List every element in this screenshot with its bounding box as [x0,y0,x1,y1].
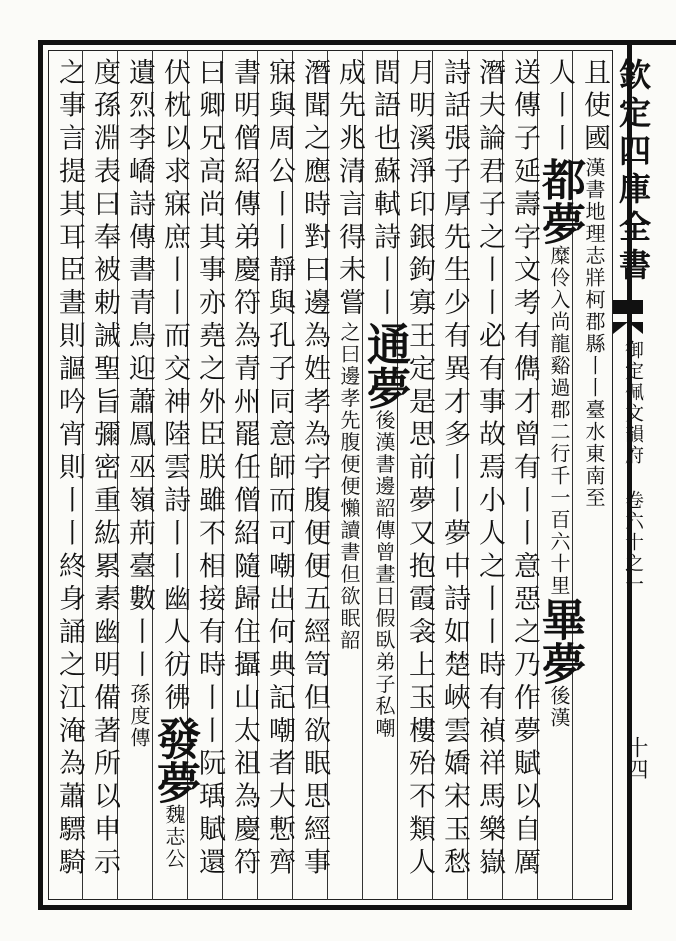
column-text: 伏枕以求寐庶丨丨而交神陸雲詩丨丨幽人彷彿 [159,58,190,716]
column-text: 月明溪淨印銀鉤寡王定是思前夢又抱霞衾上玉樓殆不類人 [404,58,435,881]
headword: 通夢 [359,321,410,410]
headword: 畢夢 [534,596,585,685]
headword: 都夢 [534,156,585,245]
column-text: 寐與周公丨丨靜與孔子同意師而可嘲出何典記嘲者大慙齊 [264,58,295,881]
column-text: 書明僧紹傳弟慶符為青州罷任僧紹隨歸住攝山太祖為慶符 [229,58,260,881]
column-text: 孫度傳 [127,683,151,750]
text-column [359,58,410,740]
column-text: 潛聞之應時對曰邊為姓孝為字腹便便五經笥但欲眠思經事 [299,58,330,881]
column-text: 後漢 [547,684,571,729]
text-column [149,58,200,870]
chapter-label: 御定佩文韻府 卷六十之一 [622,340,644,595]
text-column [329,58,369,651]
column-text: 糜伶入尚龍谿過郡二行千一百六十里 [547,244,571,597]
column-text: 之事言提其耳臣晝則謳吟宵則丨丨終身誦之江淹為蕭驃騎 [54,58,85,881]
headword: 發夢 [149,716,200,804]
column-text: 魏志公 [162,804,186,870]
column-text: 後漢書邊韶傳曾晝日假臥弟子私嘲 [372,409,396,740]
text-column [504,58,544,881]
text-column [399,58,439,881]
text-column [49,58,89,881]
column-text: 送傳子延壽字文考有儁才曾有丨丨意惡之乃作夢賦以自厲 [509,58,540,881]
column-text: 詩話張子厚先生少有異才多丨丨夢中詩如楚峽雲嬌宋玉愁 [439,58,470,881]
text-column [294,58,334,881]
text-column [469,58,509,881]
column-text: 成先兆清言得未嘗 [334,58,365,322]
text-column [84,58,124,881]
column-text: 度孫淵表曰奉被勅誡聖旨彌密重紘累素幽明備著所以申示 [89,58,120,881]
column-text: 人丨丨 [544,58,575,157]
text-column [259,58,299,881]
text-column [434,58,474,881]
folio-number: 十四 [623,736,648,780]
column-text: 漢書地理志牂柯郡縣丨丨臺水東南至 [582,156,606,509]
book-title: 欽定四庫全書 [614,58,652,286]
fish-tail-mark [613,300,643,314]
text-column [119,58,159,749]
fish-tail-mark [613,322,643,334]
column-text: 間語也蘇軾詩丨丨 [369,58,400,322]
column-text: 且使國 [579,58,610,157]
text-column [224,58,264,881]
column-text: 之曰邊孝先腹便便懶讀書但欲眠韶 [337,321,361,652]
column-text: 潛夫論君子之丨丨必有事故焉小人之丨丨時有禎祥馬樂嶽 [474,58,505,881]
border-tail [632,40,676,45]
text-column [574,58,614,509]
column-text: 遺烈李嶠詩傳書青鳥迎蕭鳳巫嶺荊臺數丨丨 [124,58,155,684]
column-text: 曰卿兄高尚其事亦堯之外臣朕雖不相接有時丨丨阮瑀賦還 [194,58,225,881]
text-column [534,58,585,729]
